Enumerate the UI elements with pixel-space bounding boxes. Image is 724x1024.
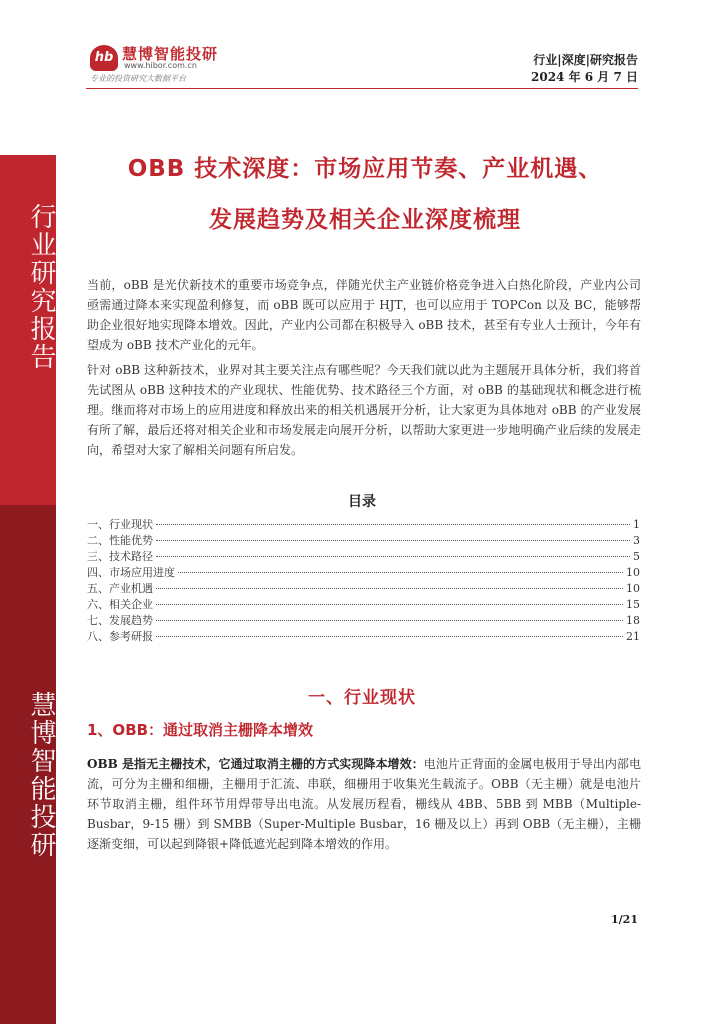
header-divider bbox=[86, 88, 638, 89]
logo-slogan: 专业的投资研究大数据平台 bbox=[90, 74, 186, 83]
logo-name: 慧博智能投研 bbox=[122, 45, 219, 63]
toc-leader bbox=[156, 636, 623, 637]
toc-leader bbox=[178, 572, 623, 573]
paragraph-body: 电池片正背面的金属电极用于导出内部电流，可分为主栅和细栅，主栅用于汇流、串联，细栅用于收集光生载流子。OBB（无主栅）就是电池片环节取消主栅，组件环节用焊带导出电流。从发展历程看，栅线从 4BB、5BB 到 MBB（Multiple-Busbar，9-15 栅）到 SMBB（Super-Multiple Busbar，16 栅及以上）再到 OBB（无主栅），主栅逐渐变细，可以起到降银+降低遮光起到降本增效的作用。 bbox=[87, 757, 641, 851]
side-banner bbox=[0, 155, 56, 1024]
subsection-heading: 1、OBB：通过取消主栅降本增效 bbox=[87, 721, 314, 739]
side-banner-brand: 慧博智能投研 bbox=[26, 691, 56, 859]
toc-item-page: 3 bbox=[633, 534, 640, 547]
toc-item-page: 10 bbox=[626, 582, 640, 595]
report-date: 2024 年 6 月 7 日 bbox=[531, 70, 638, 84]
toc-item-label: 六、相关企业 bbox=[87, 598, 153, 611]
toc-item-label: 二、性能优势 bbox=[87, 534, 153, 547]
logo-url: www.hibor.com.cn bbox=[124, 61, 197, 70]
toc-item-label: 八、参考研报 bbox=[87, 630, 153, 643]
brand-logo[interactable] bbox=[90, 43, 240, 83]
toc-item-page: 1 bbox=[633, 518, 640, 531]
toc-item-label: 三、技术路径 bbox=[87, 550, 153, 563]
section-heading: 一、行业现状 bbox=[308, 688, 416, 708]
toc-leader bbox=[156, 604, 623, 605]
paragraph-lead: OBB 是指无主栅技术，它通过取消主栅的方式实现降本增效： bbox=[87, 757, 424, 771]
toc-item[interactable] bbox=[87, 532, 640, 548]
intro-paragraph-1: 当前，oBB 是光伏新技术的重要市场竞争点，伴随光伏主产业链价格竞争进入白热化阶段，产业内公司亟需通过降本来实现盈利修复，而 oBB 既可以应用于 HJT，也可以应用于 TOPCon 以及 BC，能够帮助企业很好地实现降本增效。因此，产业内公司都在积极导入 oBB 技术，甚至有专业人士预计，今年有望成为 oBB 技术产业化的元年。 bbox=[87, 278, 641, 352]
toc-title: 目录 bbox=[348, 494, 376, 510]
page-number: 1/21 bbox=[611, 913, 638, 926]
section-paragraph bbox=[87, 754, 641, 854]
toc-leader bbox=[156, 540, 630, 541]
report-title-line-2: 发展趋势及相关企业深度梳理 bbox=[209, 207, 521, 233]
toc-item-label: 五、产业机遇 bbox=[87, 582, 153, 595]
report-title-line-1: OBB 技术深度：市场应用节奏、产业机遇、 bbox=[127, 156, 603, 182]
table-of-contents bbox=[87, 516, 640, 644]
toc-item-label: 四、市场应用进度 bbox=[87, 566, 175, 579]
toc-leader bbox=[156, 524, 630, 525]
toc-item[interactable] bbox=[87, 564, 640, 580]
toc-item[interactable] bbox=[87, 580, 640, 596]
side-banner-report-type: 行业研究报告 bbox=[26, 203, 56, 371]
toc-leader bbox=[156, 588, 623, 589]
toc-item[interactable] bbox=[87, 612, 640, 628]
toc-item-page: 21 bbox=[626, 630, 640, 643]
toc-leader bbox=[156, 620, 623, 621]
toc-item-page: 15 bbox=[626, 598, 640, 611]
toc-leader bbox=[156, 556, 630, 557]
toc-item-page: 18 bbox=[626, 614, 640, 627]
intro-paragraph-2: 针对 oBB 这种新技术，业界对其主要关注点有哪些呢？今天我们就以此为主题展开具体分析，我们将首先试图从 oBB 这种技术的产业现状、性能优势、技术路径三个方面，对 oBB 的基础现状和概念进行梳理。继而将对市场上的应用进度和释放出来的相关机遇展开分析，让大家更为具体地对 oBB 的产业发展有所了解，最后还将对相关企业和市场发展走向展开分析，以帮助大家更进一步地明确产业后续的发展走向，希望对大家了解相关问题有所启发。 bbox=[87, 363, 641, 457]
toc-item-page: 10 bbox=[626, 566, 640, 579]
toc-item[interactable] bbox=[87, 516, 640, 532]
logo-icon: hb bbox=[90, 45, 118, 71]
toc-item-label: 七、发展趋势 bbox=[87, 614, 153, 627]
toc-item-label: 一、行业现状 bbox=[87, 518, 153, 531]
toc-item[interactable] bbox=[87, 596, 640, 612]
report-meta bbox=[531, 52, 638, 86]
toc-item[interactable] bbox=[87, 628, 640, 644]
toc-item-page: 5 bbox=[633, 550, 640, 563]
report-category: 行业|深度|研究报告 bbox=[533, 53, 638, 67]
toc-item[interactable] bbox=[87, 548, 640, 564]
